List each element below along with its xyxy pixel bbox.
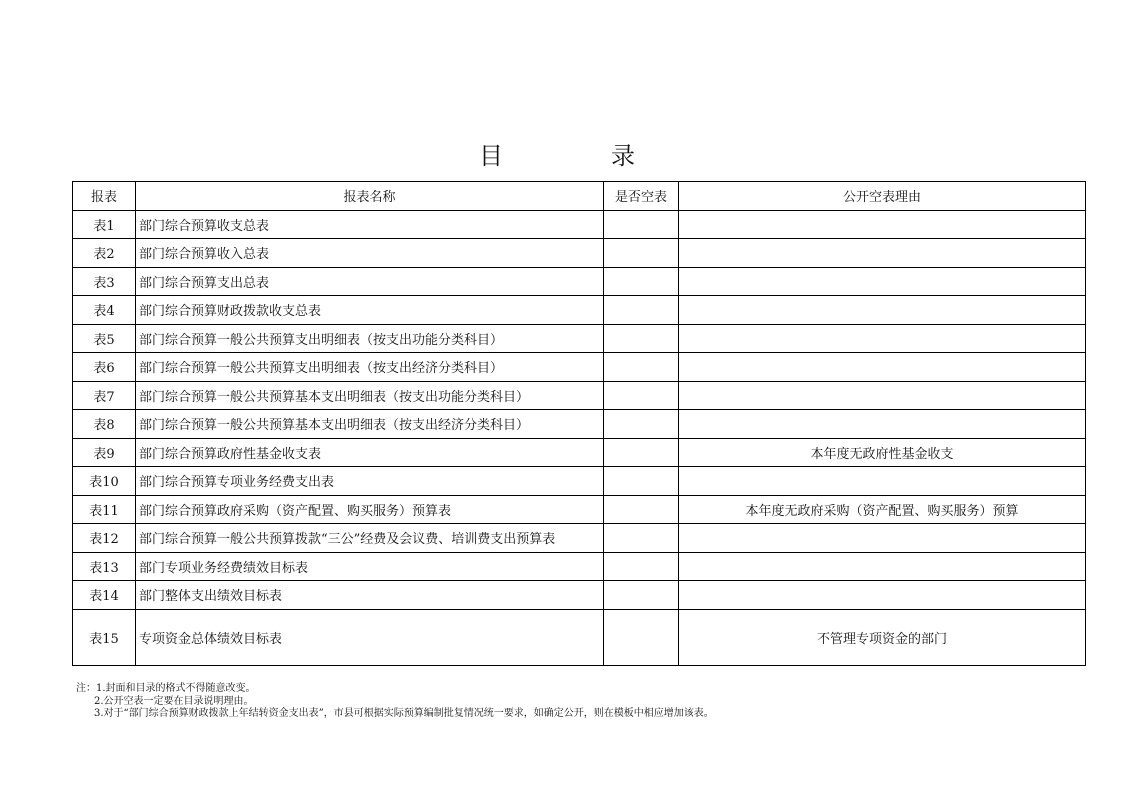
is-empty	[604, 239, 679, 268]
report-no: 表8	[73, 410, 136, 439]
report-name: 部门综合预算一般公共预算支出明细表（按支出功能分类科目）	[136, 324, 604, 353]
table-row	[73, 353, 1086, 382]
report-no: 表5	[73, 324, 136, 353]
table-row	[73, 324, 1086, 353]
header-report-no: 报表	[73, 182, 136, 211]
empty-reason	[679, 210, 1086, 239]
report-name: 部门综合预算一般公共预算支出明细表（按支出经济分类科目）	[136, 353, 604, 382]
empty-reason	[679, 467, 1086, 496]
table-row	[73, 552, 1086, 581]
report-name: 部门综合预算一般公共预算基本支出明细表（按支出经济分类科目）	[136, 410, 604, 439]
report-name: 部门综合预算财政拨款收支总表	[136, 296, 604, 325]
table-row	[73, 609, 1086, 665]
table-row	[73, 296, 1086, 325]
report-no: 表13	[73, 552, 136, 581]
table-row	[73, 210, 1086, 239]
report-name: 部门综合预算支出总表	[136, 267, 604, 296]
table-row	[73, 239, 1086, 268]
empty-reason	[679, 353, 1086, 382]
is-empty	[604, 353, 679, 382]
empty-reason	[679, 552, 1086, 581]
table-row	[73, 438, 1086, 467]
header-report-name: 报表名称	[136, 182, 604, 211]
empty-reason	[679, 524, 1086, 553]
is-empty	[604, 552, 679, 581]
report-no: 表15	[73, 609, 136, 665]
table-header-row	[73, 182, 1086, 211]
report-no: 表9	[73, 438, 136, 467]
report-no: 表11	[73, 495, 136, 524]
report-no: 表14	[73, 581, 136, 610]
empty-reason	[679, 581, 1086, 610]
table-row	[73, 467, 1086, 496]
report-no: 表1	[73, 210, 136, 239]
report-name: 部门综合预算收支总表	[136, 210, 604, 239]
footnote-3: 3.对于“部门综合预算财政拨款上年结转资金支出表”，市县可根据实际预算编制批复情况统一要求，如确定公开，则在模板中相应增加该表。	[94, 708, 714, 719]
catalog-table	[72, 181, 1086, 666]
is-empty	[604, 324, 679, 353]
is-empty	[604, 410, 679, 439]
empty-reason	[679, 239, 1086, 268]
table-row	[73, 410, 1086, 439]
is-empty	[604, 267, 679, 296]
is-empty	[604, 210, 679, 239]
report-name: 部门专项业务经费绩效目标表	[136, 552, 604, 581]
is-empty	[604, 381, 679, 410]
is-empty	[604, 296, 679, 325]
report-no: 表2	[73, 239, 136, 268]
empty-reason: 本年度无政府性基金收支	[679, 438, 1086, 467]
is-empty	[604, 467, 679, 496]
table-row	[73, 524, 1086, 553]
report-name: 专项资金总体绩效目标表	[136, 609, 604, 665]
table-row	[73, 267, 1086, 296]
header-is-empty: 是否空表	[604, 182, 679, 211]
report-name: 部门综合预算收入总表	[136, 239, 604, 268]
is-empty	[604, 581, 679, 610]
empty-reason	[679, 410, 1086, 439]
report-no: 表6	[73, 353, 136, 382]
empty-reason: 不管理专项资金的部门	[679, 609, 1086, 665]
report-name: 部门综合预算专项业务经费支出表	[136, 467, 604, 496]
empty-reason: 本年度无政府采购（资产配置、购买服务）预算	[679, 495, 1086, 524]
is-empty	[604, 524, 679, 553]
empty-reason	[679, 296, 1086, 325]
empty-reason	[679, 267, 1086, 296]
table-row	[73, 495, 1086, 524]
report-no: 表3	[73, 267, 136, 296]
report-name: 部门综合预算政府采购（资产配置、购买服务）预算表	[136, 495, 604, 524]
report-name: 部门综合预算一般公共预算基本支出明细表（按支出功能分类科目）	[136, 381, 604, 410]
empty-reason	[679, 381, 1086, 410]
report-name: 部门综合预算政府性基金收支表	[136, 438, 604, 467]
is-empty	[604, 609, 679, 665]
report-no: 表4	[73, 296, 136, 325]
report-no: 表10	[73, 467, 136, 496]
is-empty	[604, 438, 679, 467]
report-no: 表7	[73, 381, 136, 410]
report-name: 部门整体支出绩效目标表	[136, 581, 604, 610]
report-no: 表12	[73, 524, 136, 553]
header-empty-reason: 公开空表理由	[679, 182, 1086, 211]
footnote-1: 注：1.封面和目录的格式不得随意改变。	[76, 683, 256, 694]
empty-reason	[679, 324, 1086, 353]
table-row	[73, 381, 1086, 410]
report-name: 部门综合预算一般公共预算拨款“三公”经费及会议费、培训费支出预算表	[136, 524, 604, 553]
is-empty	[604, 495, 679, 524]
footnote-2: 2.公开空表一定要在目录说明理由。	[94, 695, 254, 707]
footnotes	[76, 683, 714, 721]
page-title: 目 录	[479, 142, 677, 170]
table-row	[73, 581, 1086, 610]
